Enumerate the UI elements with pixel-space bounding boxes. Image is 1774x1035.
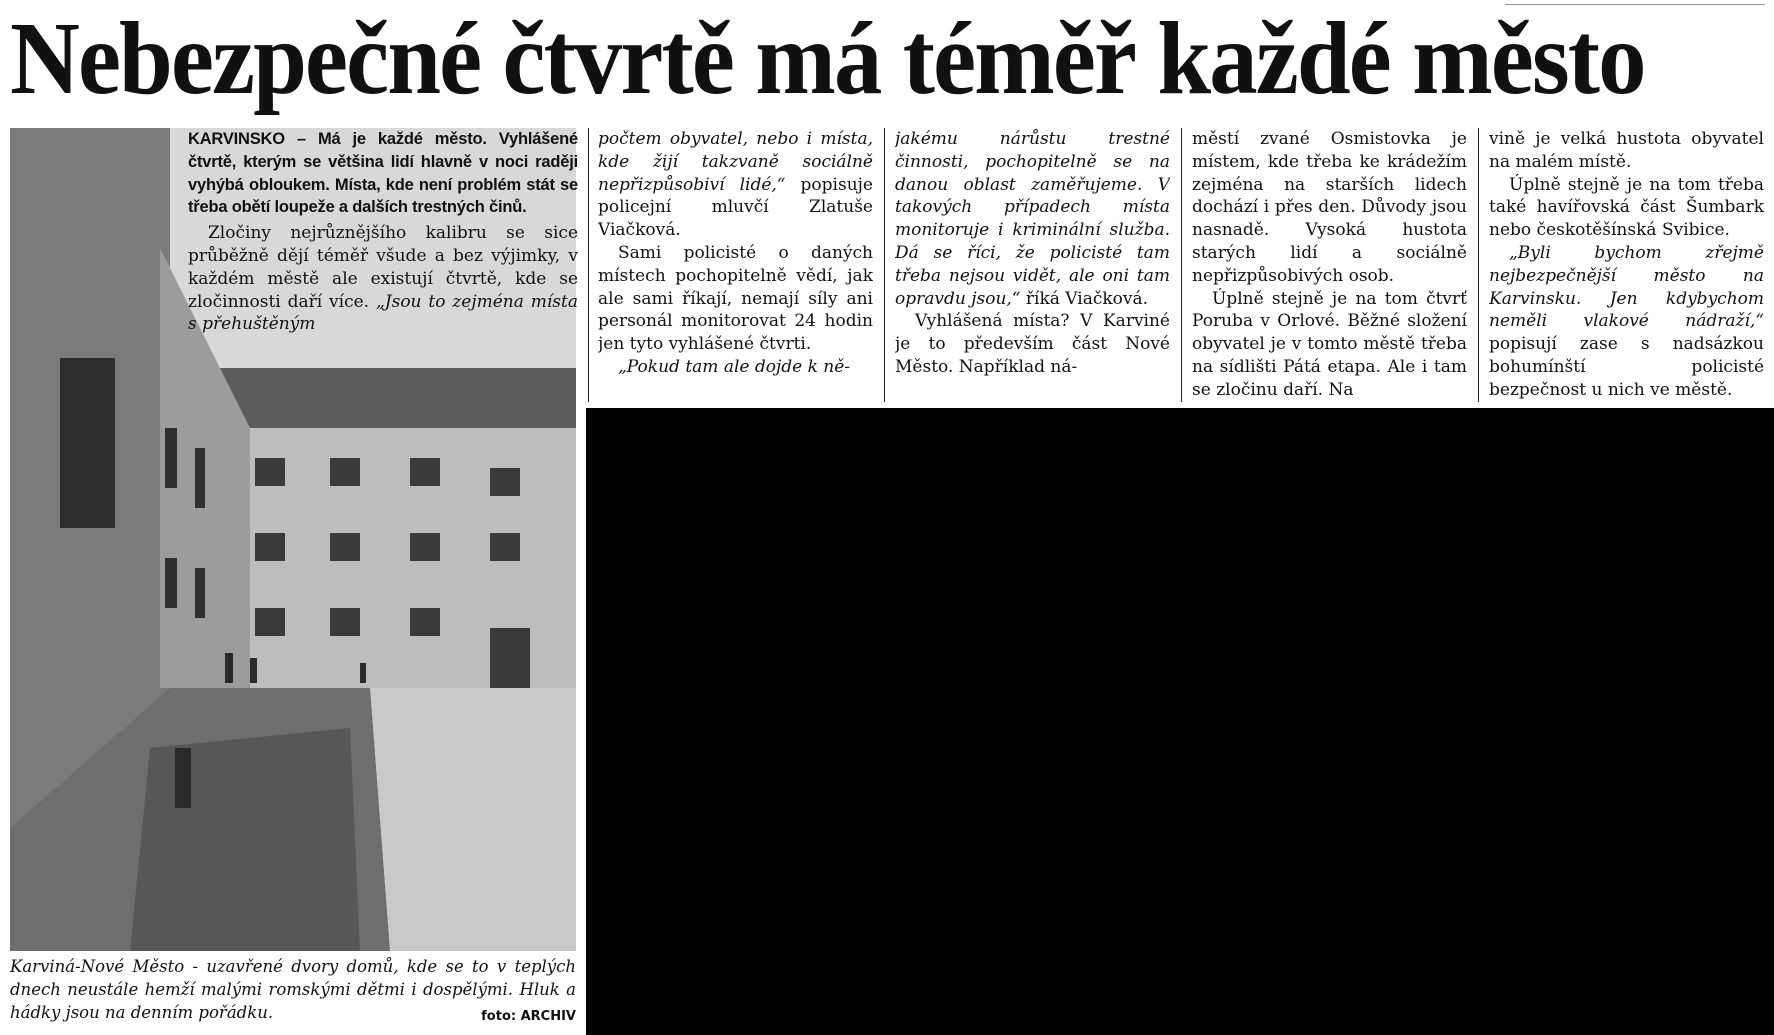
column-3-attribution: říká Viačková. bbox=[1025, 288, 1149, 309]
article-column-4 bbox=[1192, 128, 1467, 402]
column-5-paragraph-3 bbox=[1489, 242, 1764, 402]
article-column-1 bbox=[188, 128, 578, 402]
article-column-5 bbox=[1489, 128, 1764, 402]
caption-text: Karviná-Nové Město - uzavřené dvory domů, kde se to v teplých dnech neustále hemží malými romskými dětmi i dospělými. Hluk a hádky jsou na denním pořádku. bbox=[10, 957, 576, 1022]
column-4-paragraph-1: městí zvané Osmistovka je místem, kde třeba ke krádežím zejména na starších lidech dochází i přes den. Důvody jsou nasnadě. Vysoká hustota starých lidí a sociálně nepřizpůsobivých osob. bbox=[1192, 129, 1467, 286]
column-2-paragraph-2: Sami policisté o daných místech pochopitelně vědí, jak ale sami říkají, nemají síly ani personál monitorovat 24 hodin jen tyto vyhlášené čtvrti. bbox=[598, 242, 873, 355]
column-1-text: Zločiny nejrůznějšího kalibru se sice průběžně dějí téměř všude a bez výjimky, v každém městě ale existují čtvrtě, kde se zločinnosti daří více. bbox=[188, 223, 578, 312]
column-rule bbox=[884, 128, 885, 402]
column-5-attribution: popisují zase s nadsázkou bohumínští policisté bezpečnost u nich ve městě. bbox=[1489, 334, 1764, 400]
photo-caption bbox=[10, 955, 576, 1033]
column-4-paragraph-2: Úplně stejně je na tom čtvrť Poruba v Orlové. Běžné složení obyvatel je v tomto městě třeba na sídlišti Pátá etapa. Ale i tam se zločinu daří. Na bbox=[1192, 288, 1467, 400]
column-2-attribution: popisuje policejní mluvčí Zlatuše Viačková. bbox=[598, 174, 873, 241]
column-3-quote: jakému nárůstu trestné činnosti, pochopitelně se na danou oblast zaměřujeme. V takových případech místa monitoruje i kriminální služba. Dá se říci, že policisté tam třeba nejsou vidět, ale oni tam opravdu jsou,“ bbox=[895, 129, 1170, 309]
column-2-paragraph-3: „Pokud tam ale dojde k ně- bbox=[618, 356, 851, 377]
column-5-paragraph-1: vině je velká hustota obyvatel na malém místě. bbox=[1489, 129, 1764, 172]
column-2-paragraph-1 bbox=[598, 128, 873, 242]
column-3-paragraph-1 bbox=[895, 128, 1170, 310]
column-2-quote: počtem obyvatel, nebo i místa, kde žijí takzvaně sociálně nepřizpůsobiví lidé,“ bbox=[598, 129, 873, 195]
column-rule bbox=[588, 128, 589, 402]
column-3-paragraph-2: Vyhlášená místa? V Karviné je to především část Nové Město. Například ná- bbox=[895, 311, 1170, 377]
article-column-3 bbox=[895, 128, 1170, 402]
column-rule bbox=[1478, 128, 1479, 402]
photo-credit: foto: ARCHIV bbox=[481, 1009, 576, 1024]
article-column-2 bbox=[598, 128, 873, 402]
column-rule bbox=[1181, 128, 1182, 402]
column-5-quote: „Byli bychom zřejmě nejbezpečnější město na Karvinsku. Jen kdybychom neměli vlakové nádraží,“ bbox=[1489, 242, 1764, 332]
column-5-paragraph-2: Úplně stejně je na tom třeba také havířovská část Šumbark nebo českotěšínská Svibice. bbox=[1489, 174, 1764, 241]
headline: Nebezpečné čtvrtě má téměř každé město bbox=[10, 1, 1645, 116]
column-1-paragraph bbox=[188, 222, 578, 336]
article-lead: KARVINSKO – Má je každé město. Vyhlášené čtvrtě, kterým se většina lidí hlavně v noci raději vyhýbá obloukem. Místa, kde není problém stát se třeba obětí loupeže a dalších trestných činů. bbox=[188, 130, 578, 217]
redacted-area bbox=[586, 408, 1774, 1035]
column-1-quote: „Jsou to zejména místa s přehuštěným bbox=[188, 291, 578, 335]
